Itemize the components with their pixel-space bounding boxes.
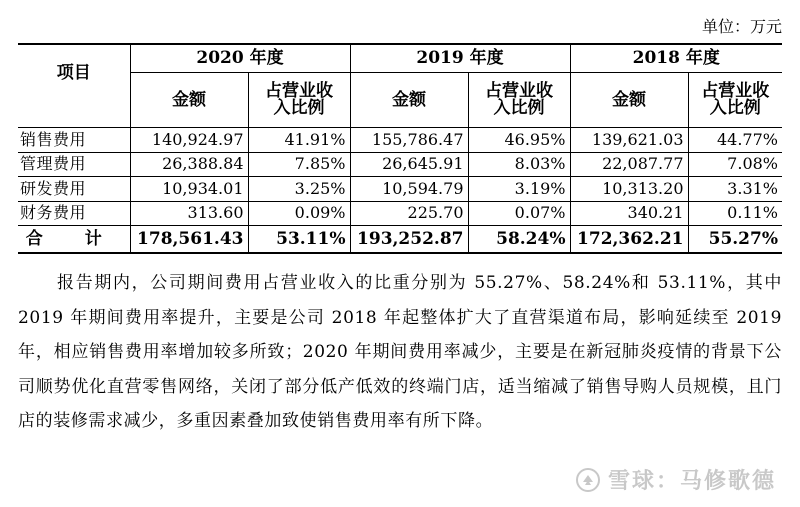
cell: 0.11% xyxy=(688,201,782,226)
cell: 26,388.84 xyxy=(130,152,248,177)
cell: 7.85% xyxy=(248,152,350,177)
cell: 3.25% xyxy=(248,177,350,202)
cell: 10,934.01 xyxy=(130,177,248,202)
sub-header-row xyxy=(18,73,782,128)
total-row xyxy=(18,226,782,254)
year-header-row xyxy=(18,44,782,73)
cell: 140,924.97 xyxy=(130,128,248,153)
row-label: 财务费用 xyxy=(18,201,130,226)
ratio-header: 占营业收 入比例 xyxy=(688,73,782,128)
row-label: 销售费用 xyxy=(18,128,130,153)
total-cell: 178,561.43 xyxy=(130,226,248,254)
cell: 26,645.91 xyxy=(350,152,468,177)
year-header-2020: 2020 年度 xyxy=(130,44,350,73)
total-label: 合 计 xyxy=(18,226,130,254)
cell: 10,594.79 xyxy=(350,177,468,202)
total-cell: 172,362.21 xyxy=(570,226,688,254)
watermark-text: 雪球：马修歌德 xyxy=(607,469,776,494)
cell: 0.07% xyxy=(468,201,570,226)
row-label: 管理费用 xyxy=(18,152,130,177)
table-row xyxy=(18,201,782,226)
total-cell: 55.27% xyxy=(688,226,782,254)
unit-label: 单位：万元 xyxy=(701,17,782,36)
table-row xyxy=(18,177,782,202)
ratio-header: 占营业收 入比例 xyxy=(468,73,570,128)
cell: 10,313.20 xyxy=(570,177,688,202)
total-cell: 193,252.87 xyxy=(350,226,468,254)
amount-header: 金额 xyxy=(350,73,468,128)
total-cell: 53.11% xyxy=(248,226,350,254)
cell: 8.03% xyxy=(468,152,570,177)
cell: 22,087.77 xyxy=(570,152,688,177)
cell: 0.09% xyxy=(248,201,350,226)
cell: 155,786.47 xyxy=(350,128,468,153)
cell: 7.08% xyxy=(688,152,782,177)
cell: 225.70 xyxy=(350,201,468,226)
total-cell: 58.24% xyxy=(468,226,570,254)
cell: 44.77% xyxy=(688,128,782,153)
ratio-header: 占营业收 入比例 xyxy=(248,73,350,128)
snowball-logo-icon xyxy=(576,468,600,492)
cell: 313.60 xyxy=(130,201,248,226)
amount-header: 金额 xyxy=(130,73,248,128)
cell: 3.19% xyxy=(468,177,570,202)
year-header-2018: 2018 年度 xyxy=(570,44,782,73)
cell: 41.91% xyxy=(248,128,350,153)
cell: 3.31% xyxy=(688,177,782,202)
cell: 340.21 xyxy=(570,201,688,226)
watermark xyxy=(576,464,776,495)
paragraph-text: 报告期内，公司期间费用占营业收入的比重分别为 55.27%、58.24%和 53.11%，其中 2019 年期间费用率提升，主要是公司 2018 年起整体扩大了直营渠道布局，影响延续至 2019 年，相应销售费用率增加较多所致；2020 年期间费用率减少，主要是在新冠肺炎疫情的背景下公司顺势优化直营零售网络，关闭了部分低产低效的终端门店，适当缩减了销售导购人员规模，且门店的装修需求减少，多重因素叠加致使销售费用率有所下降。 xyxy=(18,273,782,431)
row-label: 研发费用 xyxy=(18,177,130,202)
expense-table xyxy=(18,43,782,254)
amount-header: 金额 xyxy=(570,73,688,128)
item-header: 项目 xyxy=(18,44,130,128)
analysis-paragraph xyxy=(18,266,782,439)
table-row xyxy=(18,152,782,177)
cell: 46.95% xyxy=(468,128,570,153)
table-row xyxy=(18,128,782,153)
year-header-2019: 2019 年度 xyxy=(350,44,570,73)
cell: 139,621.03 xyxy=(570,128,688,153)
